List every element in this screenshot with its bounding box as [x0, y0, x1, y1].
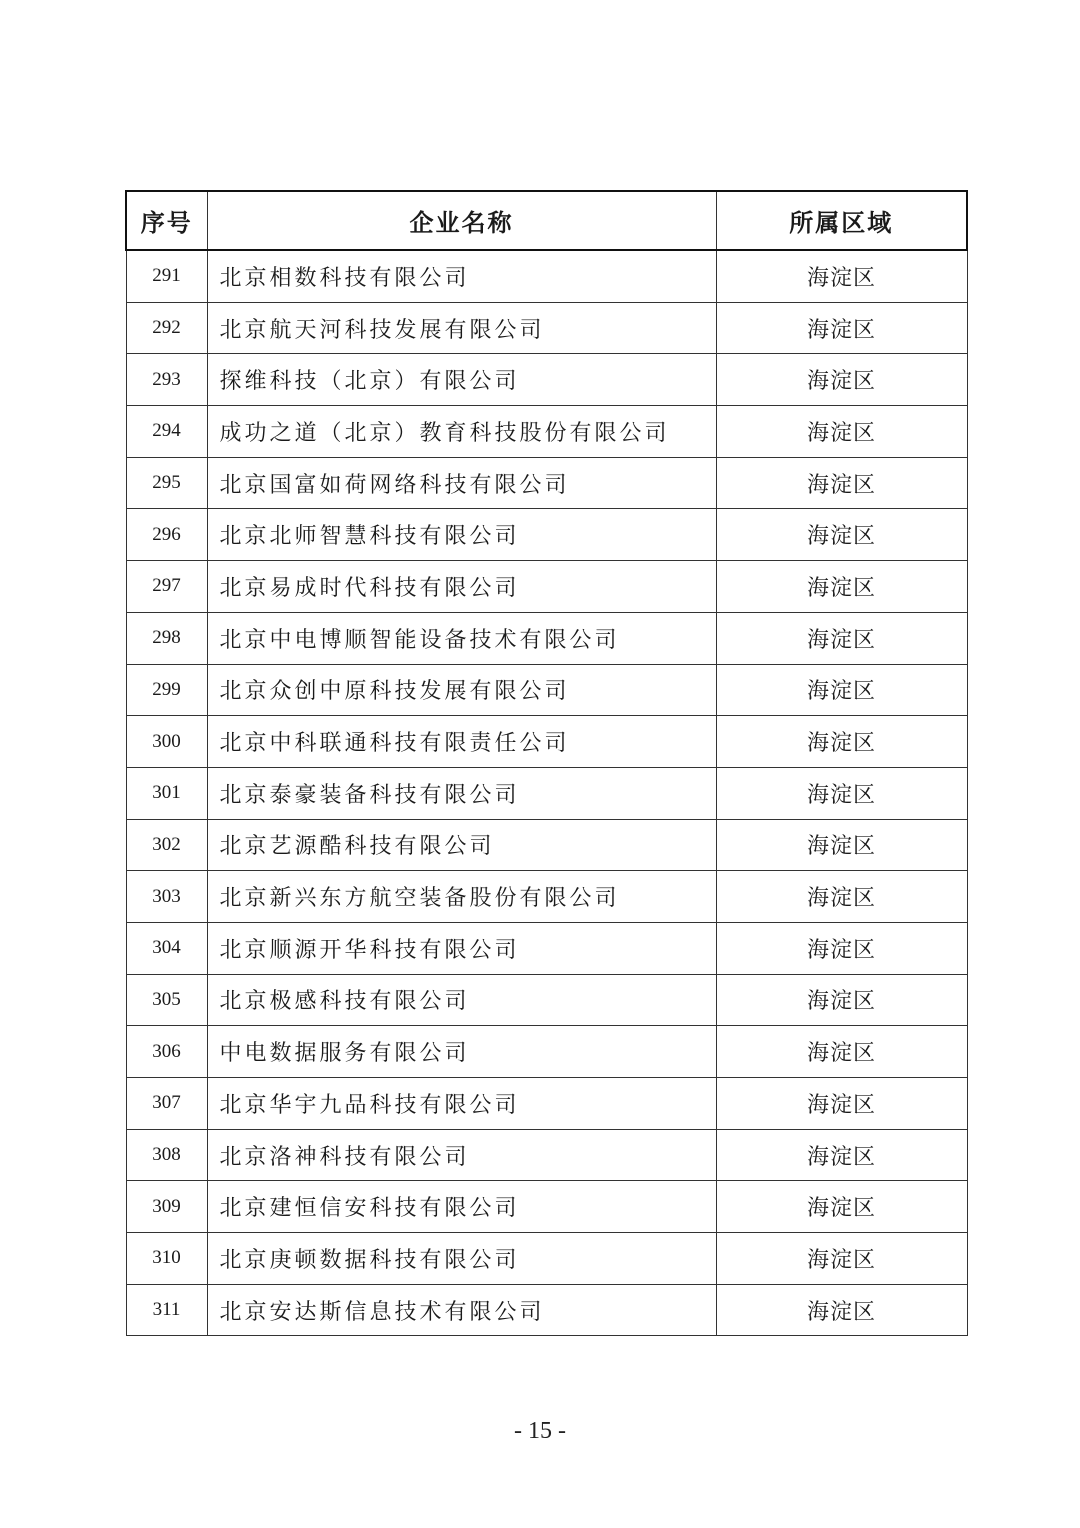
table-row [126, 354, 967, 406]
row-number: 293 [126, 354, 207, 406]
row-number: 308 [126, 1129, 207, 1181]
district-name: 海淀区 [716, 354, 967, 406]
table-row [126, 406, 967, 458]
table-row [126, 1233, 967, 1285]
district-name: 海淀区 [716, 974, 967, 1026]
row-number: 298 [126, 612, 207, 664]
company-name: 北京中电博顺智能设备技术有限公司 [207, 612, 716, 664]
district-name: 海淀区 [716, 406, 967, 458]
row-number: 304 [126, 922, 207, 974]
district-name: 海淀区 [716, 457, 967, 509]
company-name: 北京庚顿数据科技有限公司 [207, 1233, 716, 1285]
table-row [126, 716, 967, 768]
row-number: 297 [126, 561, 207, 613]
company-name: 北京中科联通科技有限责任公司 [207, 716, 716, 768]
district-name: 海淀区 [716, 302, 967, 354]
district-name: 海淀区 [716, 819, 967, 871]
company-name: 北京顺源开华科技有限公司 [207, 922, 716, 974]
table-row [126, 561, 967, 613]
company-name: 北京北师智慧科技有限公司 [207, 509, 716, 561]
district-name: 海淀区 [716, 250, 967, 302]
company-name: 北京建恒信安科技有限公司 [207, 1181, 716, 1233]
company-name: 北京泰豪装备科技有限公司 [207, 767, 716, 819]
company-name: 北京相数科技有限公司 [207, 250, 716, 302]
page-number: - 15 - [514, 1418, 566, 1444]
table-row [126, 767, 967, 819]
district-name: 海淀区 [716, 664, 967, 716]
company-name: 北京众创中原科技发展有限公司 [207, 664, 716, 716]
company-name: 北京易成时代科技有限公司 [207, 561, 716, 613]
table-row [126, 1078, 967, 1130]
row-number: 306 [126, 1026, 207, 1078]
district-name: 海淀区 [716, 767, 967, 819]
company-name: 北京航天河科技发展有限公司 [207, 302, 716, 354]
row-number: 303 [126, 871, 207, 923]
district-name: 海淀区 [716, 1233, 967, 1285]
row-number: 307 [126, 1078, 207, 1130]
company-name: 探维科技（北京）有限公司 [207, 354, 716, 406]
district-name: 海淀区 [716, 1284, 967, 1336]
row-number: 292 [126, 302, 207, 354]
header-number: 序号 [126, 191, 207, 250]
table-row [126, 457, 967, 509]
district-name: 海淀区 [716, 1026, 967, 1078]
company-name: 北京洛神科技有限公司 [207, 1129, 716, 1181]
header-district: 所属区域 [716, 191, 967, 250]
row-number: 310 [126, 1233, 207, 1285]
company-name: 北京极感科技有限公司 [207, 974, 716, 1026]
table-row [126, 819, 967, 871]
row-number: 311 [126, 1284, 207, 1336]
district-name: 海淀区 [716, 922, 967, 974]
row-number: 305 [126, 974, 207, 1026]
table-header-row [126, 191, 967, 250]
row-number: 295 [126, 457, 207, 509]
row-number: 296 [126, 509, 207, 561]
company-name: 中电数据服务有限公司 [207, 1026, 716, 1078]
header-company-name: 企业名称 [207, 191, 716, 250]
company-name: 北京国富如荷网络科技有限公司 [207, 457, 716, 509]
table-row [126, 974, 967, 1026]
company-table [125, 190, 968, 1336]
table-row [126, 1026, 967, 1078]
district-name: 海淀区 [716, 509, 967, 561]
district-name: 海淀区 [716, 1129, 967, 1181]
table-row [126, 509, 967, 561]
row-number: 291 [126, 250, 207, 302]
row-number: 299 [126, 664, 207, 716]
company-name: 北京安达斯信息技术有限公司 [207, 1284, 716, 1336]
district-name: 海淀区 [716, 612, 967, 664]
table-row [126, 1181, 967, 1233]
table-row [126, 871, 967, 923]
district-name: 海淀区 [716, 1078, 967, 1130]
table-row [126, 664, 967, 716]
row-number: 300 [126, 716, 207, 768]
table-row [126, 922, 967, 974]
table-row [126, 250, 967, 302]
company-name: 成功之道（北京）教育科技股份有限公司 [207, 406, 716, 458]
table-body [126, 250, 967, 1336]
district-name: 海淀区 [716, 716, 967, 768]
district-name: 海淀区 [716, 1181, 967, 1233]
row-number: 301 [126, 767, 207, 819]
table-row [126, 302, 967, 354]
table-row [126, 612, 967, 664]
company-name: 北京华宇九品科技有限公司 [207, 1078, 716, 1130]
district-name: 海淀区 [716, 871, 967, 923]
company-name: 北京新兴东方航空装备股份有限公司 [207, 871, 716, 923]
table-row [126, 1284, 967, 1336]
table-row [126, 1129, 967, 1181]
district-name: 海淀区 [716, 561, 967, 613]
company-name: 北京艺源酷科技有限公司 [207, 819, 716, 871]
row-number: 302 [126, 819, 207, 871]
row-number: 309 [126, 1181, 207, 1233]
row-number: 294 [126, 406, 207, 458]
